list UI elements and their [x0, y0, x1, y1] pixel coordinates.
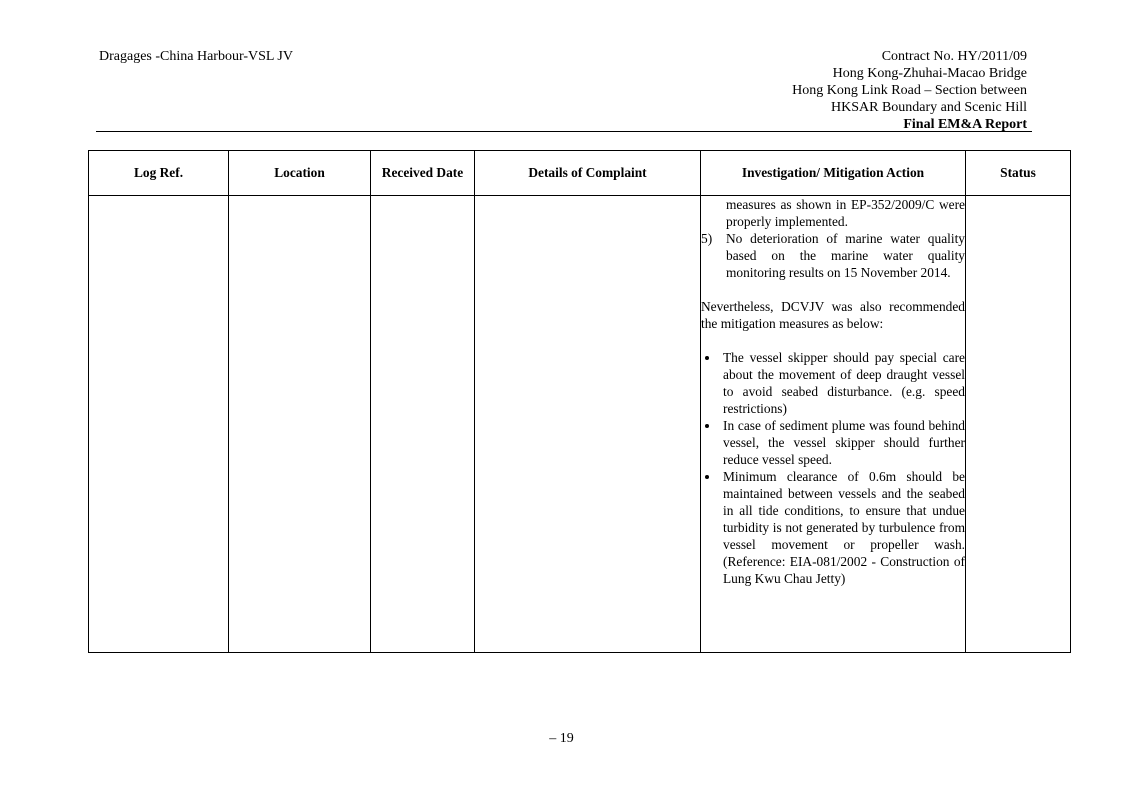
list-item [701, 196, 965, 230]
cell-details [475, 196, 701, 653]
list-item: The vessel skipper should pay special care about the movement of deep draught vessel to avoid seabed disturbance. (e.g. speed restrictions) [701, 349, 965, 417]
table-row [89, 196, 1071, 653]
mitigation-measures-list [701, 349, 965, 587]
cell-log-ref [89, 196, 229, 653]
list-item [701, 230, 965, 281]
cell-location [229, 196, 371, 653]
column-header-investigation: Investigation/ Mitigation Action [701, 151, 966, 196]
list-item: In case of sediment plume was found behind vessel, the vessel skipper should further reduce vessel speed. [701, 417, 965, 468]
column-header-details: Details of Complaint [475, 151, 701, 196]
company-name: Dragages -China Harbour-VSL JV [99, 49, 293, 64]
page-number: – 19 [549, 731, 574, 746]
complaint-log-table [88, 150, 1071, 653]
contract-number: Contract No. HY/2011/09 [881, 49, 1027, 64]
cell-status [966, 196, 1071, 653]
cell-received-date [371, 196, 475, 653]
column-header-status: Status [966, 151, 1071, 196]
recommendation-intro: Nevertheless, DCVJV was also recommended the mitigation measures as below: [701, 299, 965, 331]
contract-header [627, 48, 1027, 133]
list-item: Minimum clearance of 0.6m should be maintained between vessels and the seabed in all tide conditions, to ensure that undue turbidity is not generated by turbulence from vessel movement or propeller wash. (Reference: EIA-081/2002 - Construction of Lung Kwu Chau Jetty) [701, 468, 965, 587]
continued-text: measures as shown in EP-352/2009/C were properly implemented. [726, 197, 965, 229]
header-divider [96, 131, 1032, 132]
item-text: No deterioration of marine water quality based on the marine water quality monitoring results on 15 November 2014. [726, 231, 965, 280]
column-header-log-ref: Log Ref. [89, 151, 229, 196]
investigation-findings-list [701, 196, 965, 281]
report-title: Final EM&A Report [903, 117, 1027, 132]
column-header-location: Location [229, 151, 371, 196]
table-header-row [89, 151, 1071, 196]
column-header-received-date: Received Date [371, 151, 475, 196]
project-section: Hong Kong Link Road – Section between [792, 83, 1027, 98]
project-name: Hong Kong-Zhuhai-Macao Bridge [832, 66, 1027, 81]
project-section-extent: HKSAR Boundary and Scenic Hill [831, 100, 1027, 115]
cell-investigation [701, 196, 966, 653]
item-number: 5) [701, 231, 713, 246]
